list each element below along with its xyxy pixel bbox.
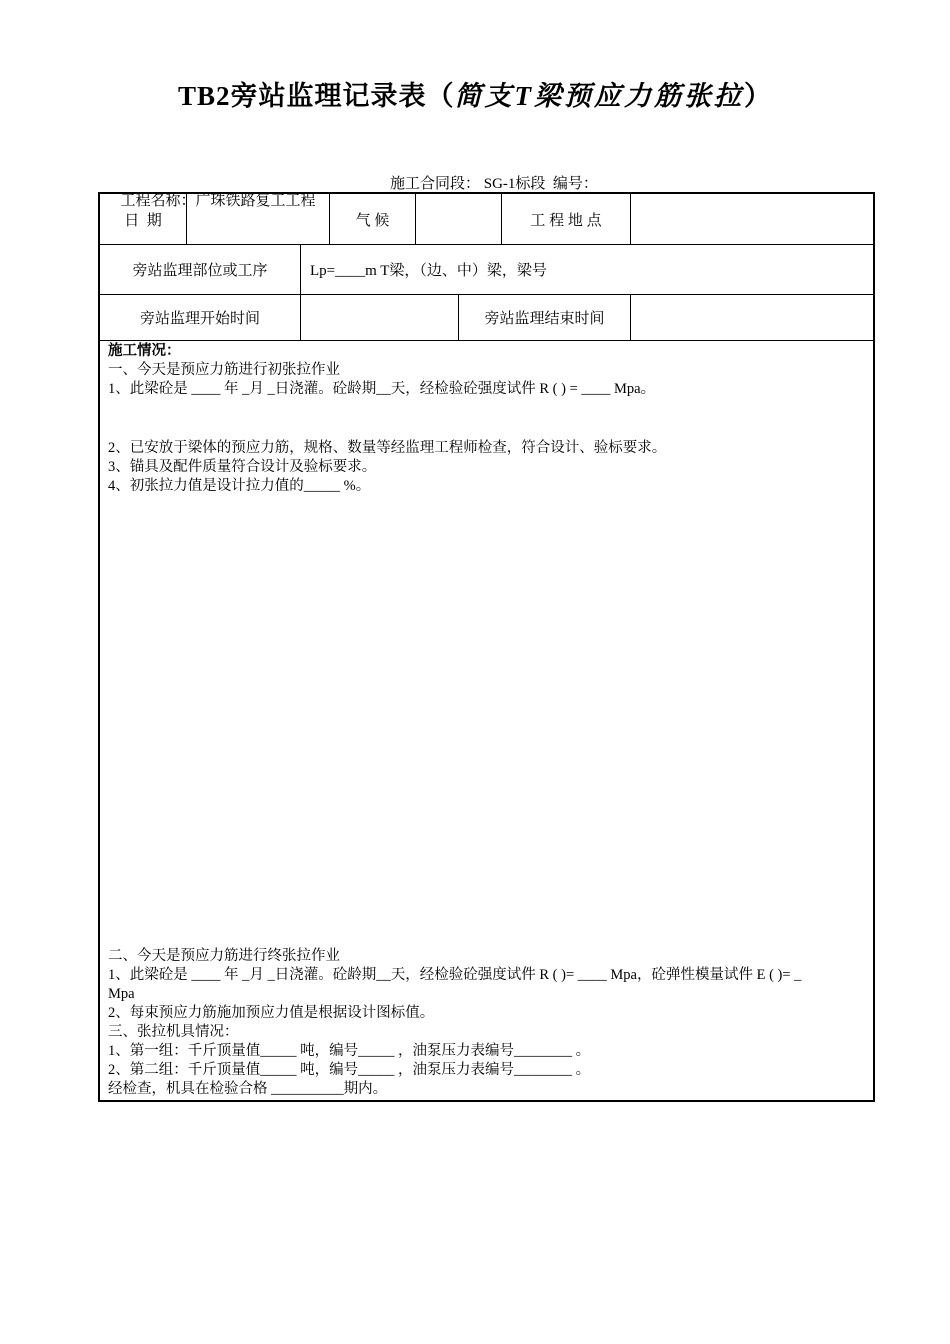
final-line: 2、第二组：千斤顶量值_____ 吨，编号_____ ，油泵压力表编号________ 。 bbox=[108, 1062, 591, 1078]
check-line: 3、锚具及配件质量符合设计及验标要求。 bbox=[108, 459, 377, 475]
date-field[interactable] bbox=[187, 194, 330, 244]
final-line: 经检查，机具在检验合格 __________期内。 bbox=[108, 1081, 388, 1097]
weather-label: 气 候 bbox=[330, 194, 416, 244]
final-line: 2、每束预应力筋施加预应力值是根据设计图标值。 bbox=[108, 1005, 435, 1021]
project-name: 工程名称：广珠铁路复工工程 bbox=[120, 193, 316, 209]
check-line: 2、已安放于梁体的预应力筋，规格、数量等经监理工程师检查，符合设计、验标要求。 bbox=[108, 440, 667, 456]
construction-situation bbox=[108, 342, 868, 496]
document-title bbox=[0, 74, 950, 113]
spacer bbox=[108, 399, 868, 419]
situation-heading: 施工情况： bbox=[108, 343, 181, 359]
end-time-field[interactable] bbox=[631, 295, 873, 340]
final-line: 二、今天是预应力筋进行终张拉作业 bbox=[108, 948, 340, 964]
spacer bbox=[108, 419, 868, 439]
part-value[interactable]: Lp=____m T梁，（边、中）梁，梁号 bbox=[310, 263, 547, 279]
site-field[interactable] bbox=[631, 194, 873, 244]
final-line: 1、第一组：千斤顶量值_____ 吨，编号_____ ，油泵压力表编号________ 。 bbox=[108, 1043, 591, 1059]
initial-line: 一、今天是预应力筋进行初张拉作业 bbox=[108, 362, 340, 378]
title-main: TB2旁站监理记录表（ bbox=[177, 81, 455, 111]
final-line: Mpa bbox=[108, 986, 135, 1002]
final-line: 三、张拉机具情况： bbox=[108, 1024, 239, 1040]
row-supervised-part bbox=[100, 245, 873, 295]
title-subtitle: 简支T梁预应力筋张拉 bbox=[454, 81, 745, 111]
part-label: 旁站监理部位或工序 bbox=[100, 245, 301, 294]
end-time-label: 旁站监理结束时间 bbox=[459, 295, 631, 340]
initial-line: 1、此梁砼是 ____ 年 _月 _日浇灌。砼龄期__天，经检验砼强度试件 R ( ) = ____ Mpa。 bbox=[108, 381, 656, 397]
record-form bbox=[98, 192, 875, 1102]
final-line: 1、此梁砼是 ____ 年 _月 _日浇灌。砼龄期__天，经检验砼强度试件 R ( )= ____ Mpa，砼弹性模量试件 E ( )= _ bbox=[108, 967, 802, 983]
check-line: 4、初张拉力值是设计拉力值的_____ %。 bbox=[108, 478, 371, 494]
row-date-weather-site bbox=[100, 194, 873, 245]
site-label: 工 程 地 点 bbox=[502, 194, 631, 244]
weather-field[interactable] bbox=[416, 194, 502, 244]
contract-section: 施工合同段： SG-1标段 编号： bbox=[390, 176, 598, 192]
date-label: 日 期 bbox=[100, 194, 187, 244]
title-end: ） bbox=[744, 81, 773, 111]
start-time-field[interactable] bbox=[301, 295, 459, 340]
start-time-label: 旁站监理开始时间 bbox=[100, 295, 301, 340]
final-tension-section bbox=[108, 947, 870, 1099]
row-time bbox=[100, 295, 873, 341]
